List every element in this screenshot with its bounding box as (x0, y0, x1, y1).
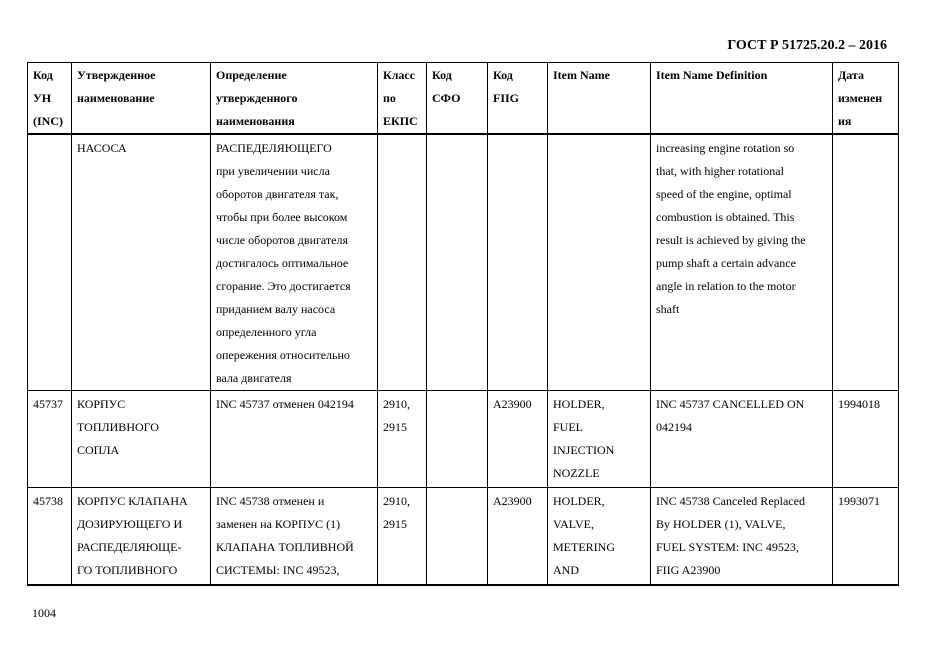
cell-inc: 45737 (28, 391, 72, 488)
document-code: ГОСТ Р 51725.20.2 – 2016 (727, 38, 887, 53)
cell-name: КОРПУС ТОПЛИВНОГО СОПЛА (72, 391, 211, 488)
cell-item-definition: INC 45738 Canceled Replaced By HOLDER (1), VALVE, FUEL SYSTEM: INC 49523, FIIG A23900 (651, 488, 833, 585)
table-row (28, 134, 899, 391)
col-header-item-name: Item Name (548, 63, 651, 135)
cell-fiig: A23900 (488, 391, 548, 488)
cell-definition: INC 45738 отменен и заменен на КОРПУС (1) КЛАПАНА ТОПЛИВНОЙ СИСТЕМЫ: INC 49523, (211, 488, 378, 585)
cell-definition: INC 45737 отменен 042194 (211, 391, 378, 488)
cell-sfo (427, 488, 488, 585)
cell-ekps: 2910, 2915 (378, 488, 427, 585)
cell-ekps: 2910, 2915 (378, 391, 427, 488)
cell-item-name: HOLDER, FUEL INJECTION NOZZLE (548, 391, 651, 488)
cell-fiig: A23900 (488, 488, 548, 585)
col-header-item-definition: Item Name Definition (651, 63, 833, 135)
col-header-sfo: Код СФО (427, 63, 488, 135)
col-header-inc: Код УН (INC) (28, 63, 72, 135)
col-header-fiig: Код FIIG (488, 63, 548, 135)
header-row (28, 63, 899, 135)
table-row (28, 488, 899, 585)
cell-sfo (427, 134, 488, 391)
page-number: 1004 (32, 606, 56, 620)
col-header-ekps: Класс по ЕКПС (378, 63, 427, 135)
cell-ekps (378, 134, 427, 391)
cell-date (833, 134, 899, 391)
cell-definition: РАСПЕДЕЛЯЮЩЕГО при увеличении числа оборотов двигателя так, чтобы при более высоком числе оборотов двигателя достигалось оптимальное сгорание. Это достигается приданием валу насоса определенного угла опережения относительно вала двигателя (211, 134, 378, 391)
cell-inc: 45738 (28, 488, 72, 585)
cell-name: КОРПУС КЛАПАНА ДОЗИРУЮЩЕГО И РАСПЕДЕЛЯЮЩЕ- ГО ТОПЛИВНОГО (72, 488, 211, 585)
cell-date: 1994018 (833, 391, 899, 488)
cell-item-definition: INC 45737 CANCELLED ON 042194 (651, 391, 833, 488)
col-header-name: Утвержденное наименование (72, 63, 211, 135)
cell-fiig (488, 134, 548, 391)
cell-date: 1993071 (833, 488, 899, 585)
cell-item-name (548, 134, 651, 391)
data-table (27, 62, 899, 586)
cell-sfo (427, 391, 488, 488)
cell-item-name: HOLDER, VALVE, METERING AND (548, 488, 651, 585)
cell-item-definition: increasing engine rotation so that, with higher rotational speed of the engine, optimal combustion is obtained. This result is achieved by giving the pump shaft a certain advance angle in relation to the motor shaft (651, 134, 833, 391)
table-row (28, 391, 899, 488)
col-header-date: Дата изменен ия (833, 63, 899, 135)
col-header-definition: Определение утвержденного наименования (211, 63, 378, 135)
cell-name: НАСОСА (72, 134, 211, 391)
cell-inc (28, 134, 72, 391)
